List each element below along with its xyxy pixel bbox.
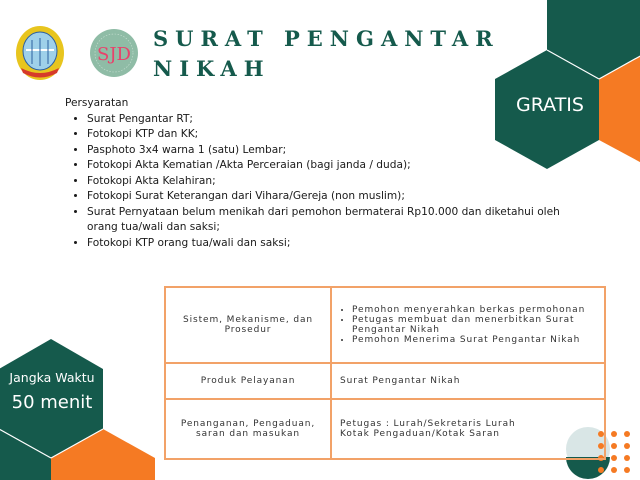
kota-pontianak-emblem bbox=[16, 26, 64, 80]
requirement-item: • Surat Pengantar RT; bbox=[87, 112, 585, 128]
contact-line: Kotak Pengaduan/Kotak Saran bbox=[340, 429, 500, 439]
requirement-item: • Fotokopi KTP dan KK; bbox=[87, 127, 585, 143]
row-label: Sistem, Mekanisme, dan Prosedur bbox=[165, 287, 331, 363]
procedure-item: • Petugas membuat dan menerbitkan Surat Pengantar Nikah bbox=[352, 315, 596, 335]
row-label: Produk Pelayanan bbox=[165, 363, 331, 399]
requirement-item: • Fotokopi Surat Keterangan dari Vihara/Gereja (non muslim); bbox=[87, 189, 585, 205]
requirement-item: • Fotokopi KTP orang tua/wali dan saksi; bbox=[87, 236, 585, 252]
svg-text:SJD: SJD bbox=[97, 44, 131, 65]
requirement-item: • Pasphoto 3x4 warna 1 (satu) Lembar; bbox=[87, 143, 585, 159]
row-value: Surat Pengantar Nikah bbox=[331, 363, 605, 399]
row-value bbox=[331, 287, 605, 363]
requirement-item: • Surat Pernyataan belum menikah dari pemohon bermaterai Rp10.000 dan diketahui oleh orang tua/wali dan saksi; bbox=[87, 205, 585, 236]
procedure-item: • Pemohon Menerima Surat Pengantar Nikah bbox=[352, 335, 596, 345]
procedure-item: • Pemohon menyerahkan berkas permohonan bbox=[352, 305, 596, 315]
row-value bbox=[331, 399, 605, 459]
requirement-item: • Fotokopi Akta Kelahiran; bbox=[87, 174, 585, 190]
service-info-table bbox=[164, 286, 606, 460]
requirement-item: • Fotokopi Akta Kematian /Akta Perceraian (bagi janda / duda); bbox=[87, 158, 585, 174]
row-label: Penanganan, Pengaduan, saran dan masukan bbox=[165, 399, 331, 459]
page-title-line-2: NIKAH bbox=[153, 56, 271, 81]
requirements-heading: Persyaratan bbox=[65, 97, 129, 109]
sjd-logo bbox=[90, 29, 138, 77]
table-row bbox=[165, 363, 605, 399]
contact-line: Petugas : Lurah/Sekretaris Lurah bbox=[340, 419, 516, 429]
duration-label: Jangka Waktu bbox=[9, 370, 95, 385]
table-row bbox=[165, 287, 605, 363]
page-title-line-1: SURAT PENGANTAR bbox=[153, 26, 500, 51]
duration-value: 50 menit bbox=[11, 392, 93, 413]
table-row bbox=[165, 399, 605, 459]
price-badge: GRATIS bbox=[516, 94, 584, 116]
requirements-section bbox=[65, 96, 585, 251]
requirements-list bbox=[65, 112, 585, 252]
